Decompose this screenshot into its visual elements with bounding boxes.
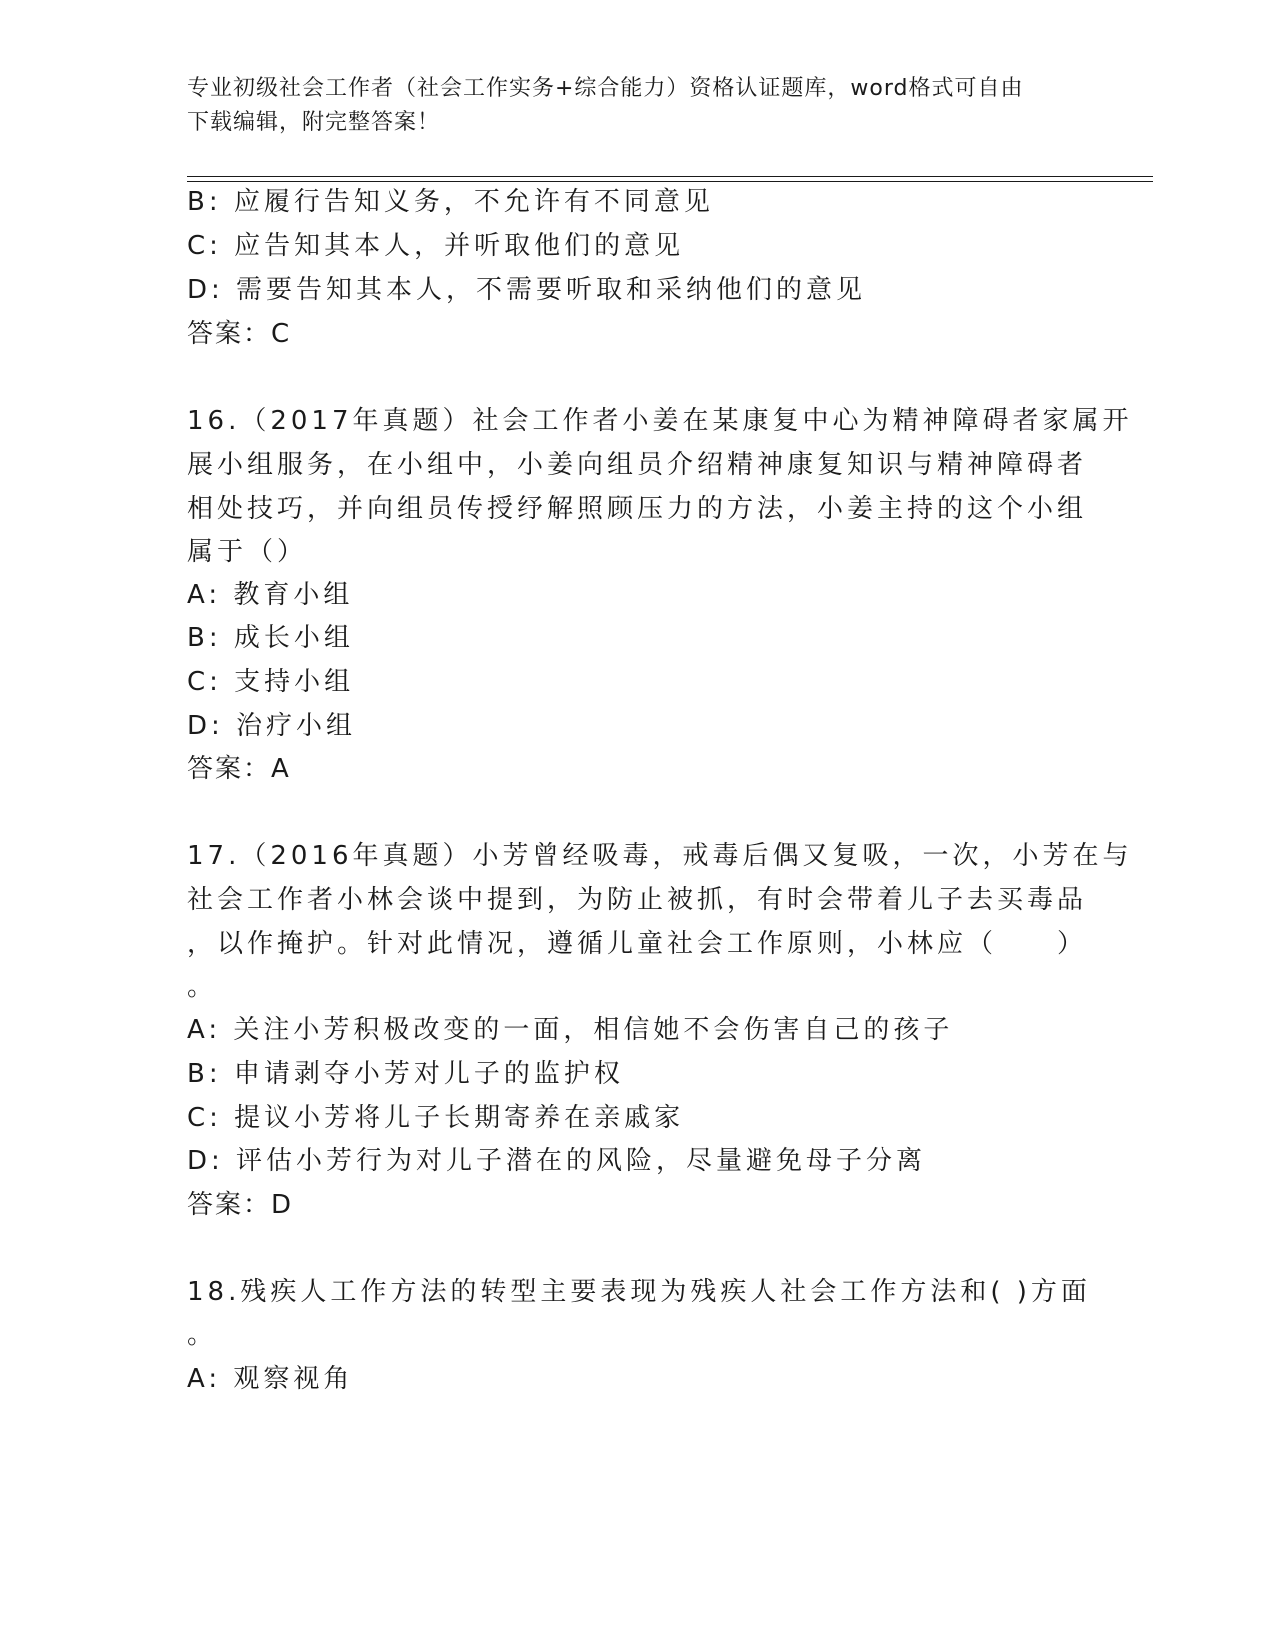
q16-option-d: D: 治疗小组 bbox=[187, 711, 357, 741]
header-line-1: 专业初级社会工作者（社会工作实务+综合能力）资格认证题库，word格式可自由 bbox=[187, 76, 1024, 101]
q16-stem-line-3: 相处技巧，并向组员传授纾解照顾压力的方法，小姜主持的这个小组 bbox=[187, 494, 1088, 524]
q17-option-c: C: 提议小芳将儿子长期寄养在亲戚家 bbox=[187, 1103, 685, 1133]
q16-option-c: C: 支持小组 bbox=[187, 667, 355, 697]
q17-stem-line-1: 17.（2016年真题）小芳曾经吸毒，戒毒后偶又复吸，一次，小芳在与 bbox=[187, 841, 1133, 871]
document-header bbox=[187, 72, 1087, 140]
q15-answer: 答案：C bbox=[187, 319, 292, 349]
q15-option-b: B: 应履行告知义务，不允许有不同意见 bbox=[187, 187, 714, 217]
q15-option-d: D: 需要告知其本人，不需要听取和采纳他们的意见 bbox=[187, 275, 867, 305]
q17-stem-line-3: ，以作掩护。针对此情况，遵循儿童社会工作原则，小林应（ ） bbox=[187, 929, 1088, 959]
q17-stem-line-2: 社会工作者小林会谈中提到，为防止被抓，有时会带着儿子去买毒品 bbox=[187, 885, 1088, 915]
q18-stem-line-1: 18.残疾人工作方法的转型主要表现为残疾人社会工作方法和( )方面 bbox=[187, 1277, 1091, 1307]
q17-option-d: D: 评估小芳行为对儿子潜在的风险，尽量避免母子分离 bbox=[187, 1146, 927, 1176]
q17-option-b: B: 申请剥夺小芳对儿子的监护权 bbox=[187, 1059, 624, 1089]
q16-stem-line-4: 属于（） bbox=[187, 537, 308, 567]
header-divider-bottom bbox=[187, 181, 1153, 182]
q15-option-c: C: 应告知其本人，并听取他们的意见 bbox=[187, 231, 685, 261]
q17-option-a: A: 关注小芳积极改变的一面，相信她不会伤害自己的孩子 bbox=[187, 1015, 954, 1045]
q16-stem-line-1: 16.（2017年真题）社会工作者小姜在某康复中心为精神障碍者家属开 bbox=[187, 406, 1133, 436]
q16-option-a: A: 教育小组 bbox=[187, 580, 354, 610]
q18-option-a: A: 观察视角 bbox=[187, 1364, 354, 1394]
q16-option-b: B: 成长小组 bbox=[187, 623, 354, 653]
q17-answer: 答案：D bbox=[187, 1190, 294, 1220]
q18-stem-line-2: 。 bbox=[187, 1320, 218, 1350]
header-line-2: 下载编辑，附完整答案！ bbox=[187, 110, 441, 135]
header-divider-top bbox=[187, 176, 1153, 177]
q16-answer: 答案：A bbox=[187, 754, 291, 784]
q16-stem-line-2: 展小组服务，在小组中，小姜向组员介绍精神康复知识与精神障碍者 bbox=[187, 450, 1088, 480]
q17-stem-line-4: 。 bbox=[187, 972, 218, 1002]
